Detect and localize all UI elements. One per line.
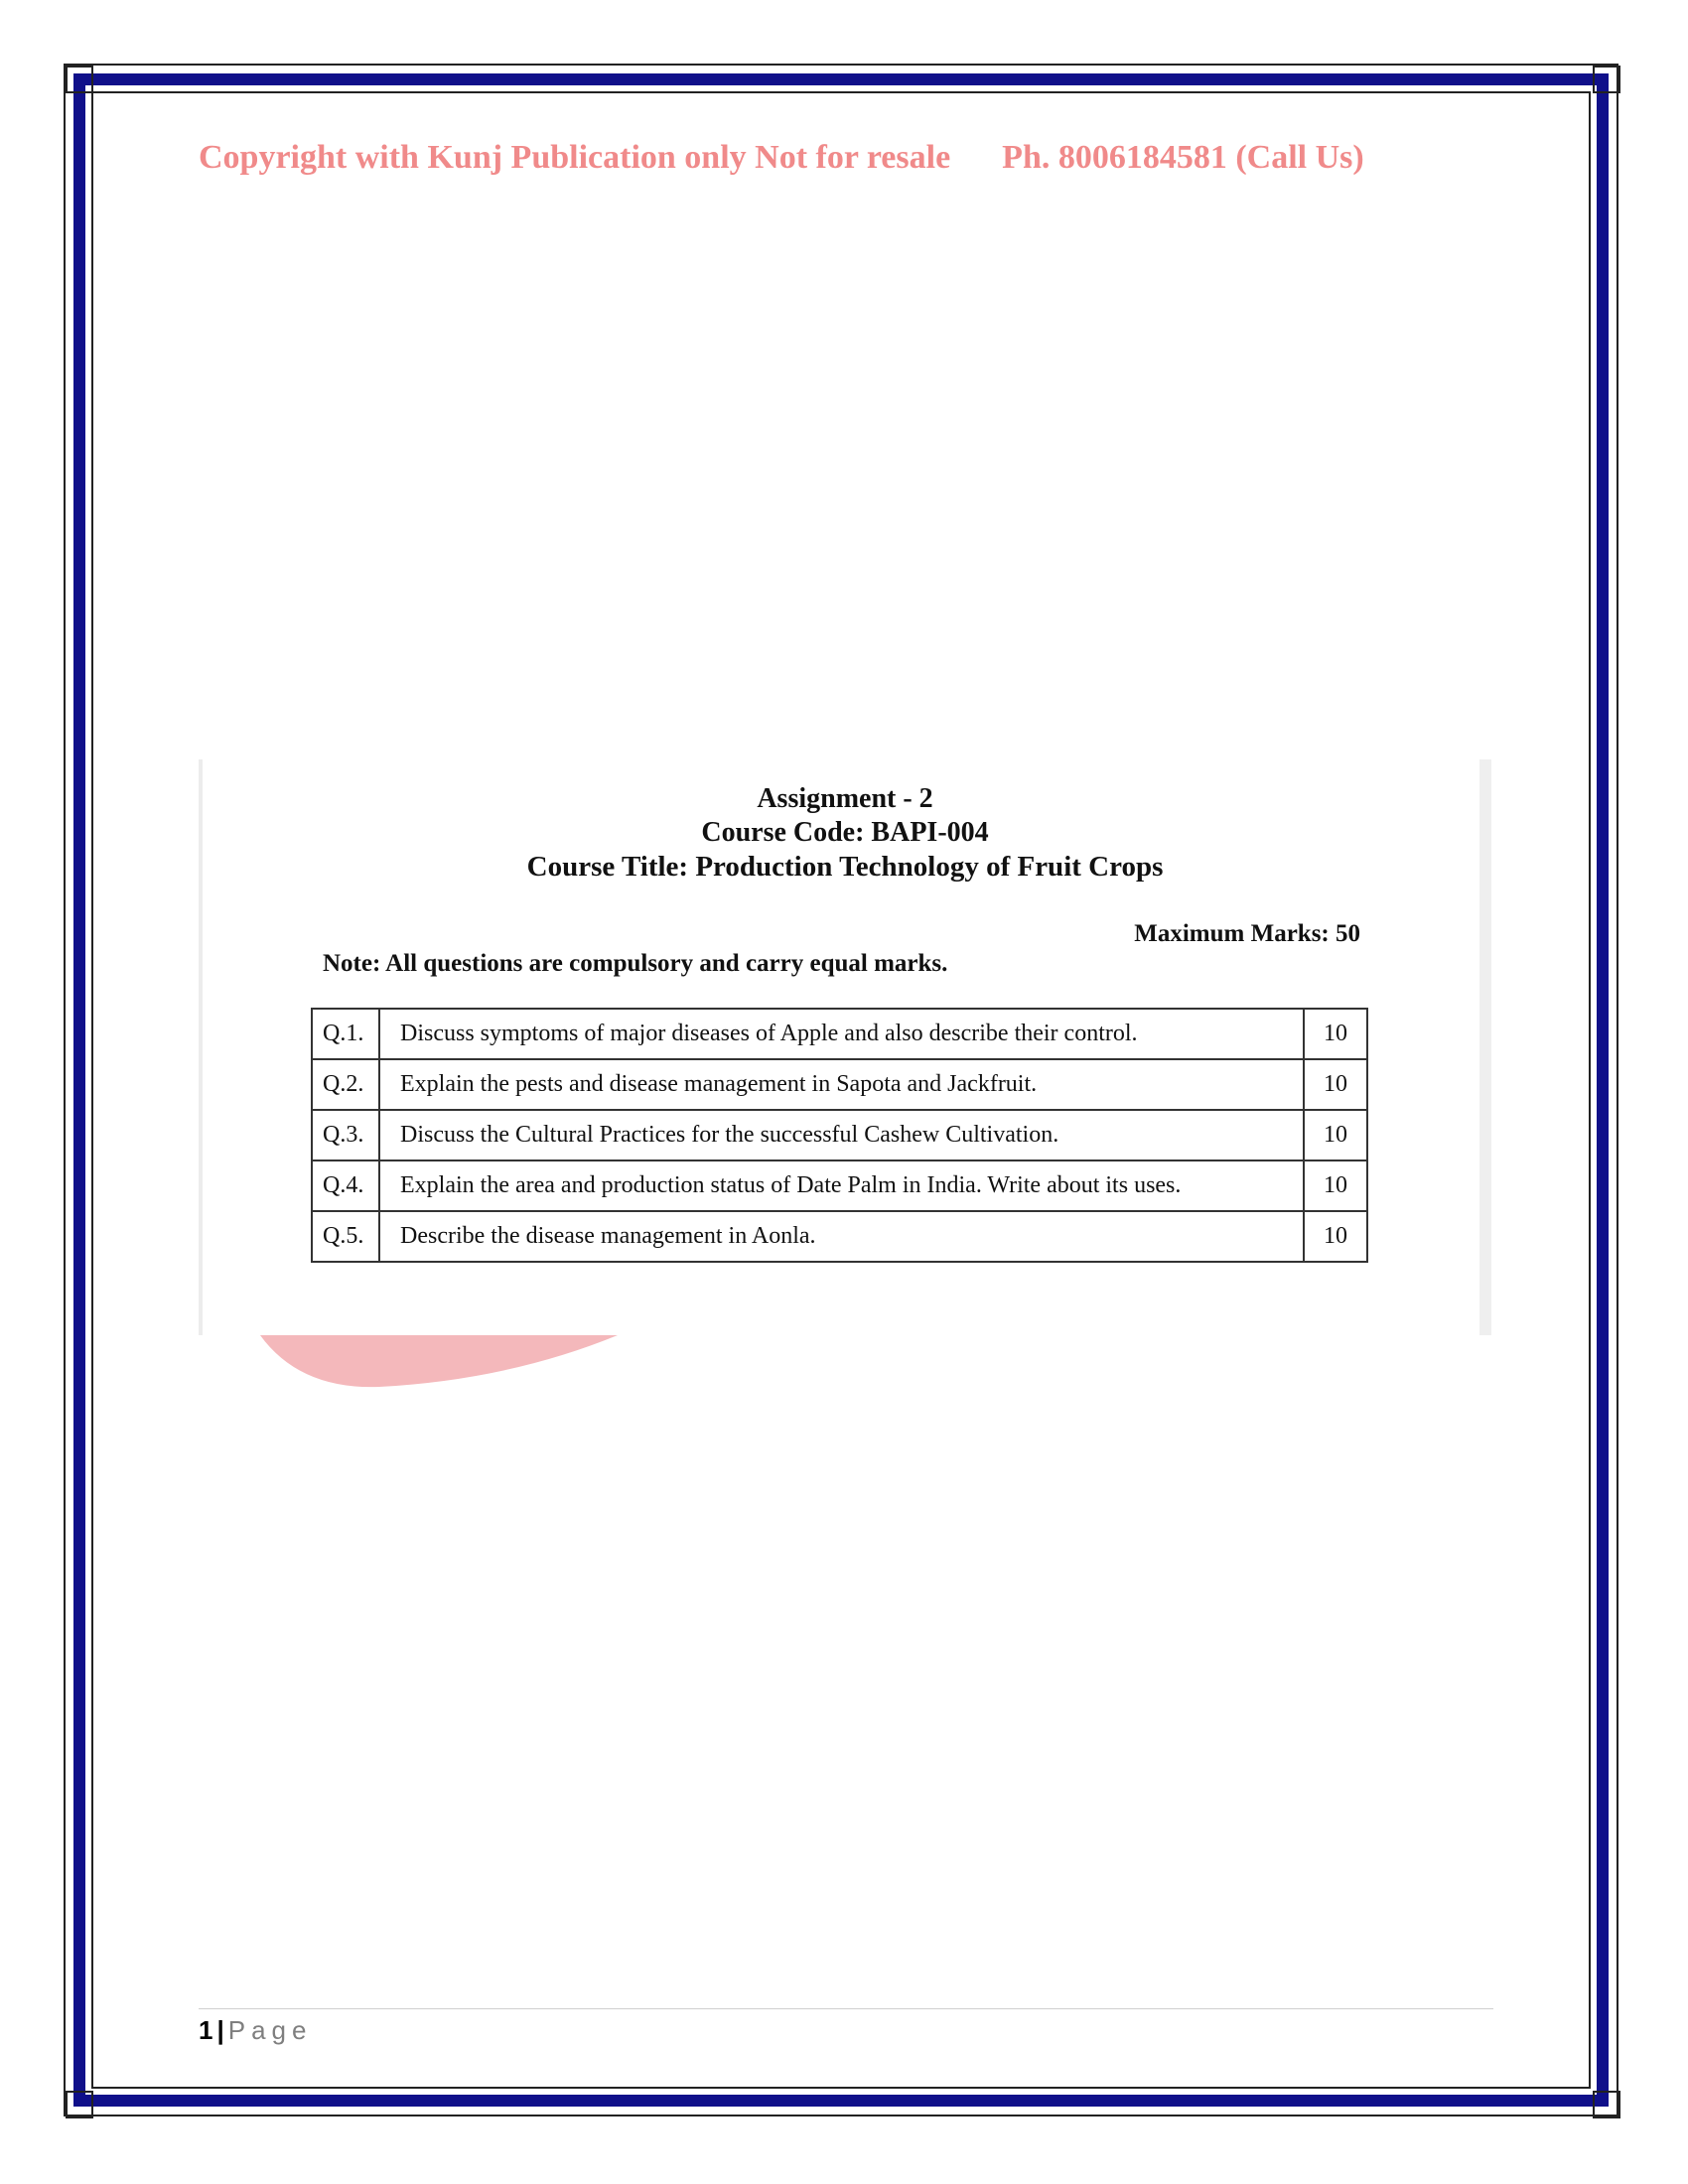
footer-divider — [199, 2008, 1493, 2009]
table-row — [312, 1110, 1367, 1160]
border-corner-bottom-right — [1593, 2091, 1620, 2118]
question-text: Discuss symptoms of major diseases of Apple and also describe their control. — [379, 1009, 1304, 1059]
question-marks: 10 — [1304, 1059, 1367, 1110]
logo-swoosh-fragment — [260, 1335, 618, 1405]
question-text: Discuss the Cultural Practices for the successful Cashew Cultivation. — [379, 1110, 1304, 1160]
question-marks: 10 — [1304, 1009, 1367, 1059]
border-corner-top-right — [1593, 66, 1620, 93]
footer-separator: | — [216, 2015, 224, 2045]
questions-table — [311, 1008, 1368, 1263]
question-marks: 10 — [1304, 1211, 1367, 1262]
table-row — [312, 1211, 1367, 1262]
maximum-marks: Maximum Marks: 50 — [1134, 920, 1360, 947]
border-corner-bottom-left — [66, 2091, 93, 2118]
border-corner-top-left — [66, 66, 93, 93]
question-number: Q.2. — [312, 1059, 379, 1110]
question-number: Q.3. — [312, 1110, 379, 1160]
page-number: 1 — [199, 2015, 213, 2045]
page-footer — [199, 2015, 312, 2046]
table-row — [312, 1009, 1367, 1059]
question-text: Explain the pests and disease management in Sapota and Jackfruit. — [379, 1059, 1304, 1110]
phone-text: Ph. 8006184581 (Call Us) — [1002, 139, 1364, 176]
question-text: Explain the area and production status of Date Palm in India. Write about its uses. — [379, 1160, 1304, 1211]
assignment-title: Assignment - 2 — [757, 783, 933, 814]
copyright-text: Copyright with Kunj Publication only Not for resale — [199, 139, 951, 176]
question-number: Q.4. — [312, 1160, 379, 1211]
question-text: Describe the disease management in Aonla. — [379, 1211, 1304, 1262]
table-row — [312, 1160, 1367, 1211]
page-label: Page — [227, 2015, 313, 2045]
course-title: Course Title: Production Technology of Fruit Crops — [526, 851, 1164, 883]
course-code: Course Code: BAPI-004 — [701, 817, 989, 848]
question-marks: 10 — [1304, 1160, 1367, 1211]
copyright-header — [199, 139, 1489, 177]
question-number: Q.1. — [312, 1009, 379, 1059]
question-number: Q.5. — [312, 1211, 379, 1262]
question-marks: 10 — [1304, 1110, 1367, 1160]
instructions-note: Note: All questions are compulsory and carry equal marks. — [323, 950, 948, 977]
table-row — [312, 1059, 1367, 1110]
